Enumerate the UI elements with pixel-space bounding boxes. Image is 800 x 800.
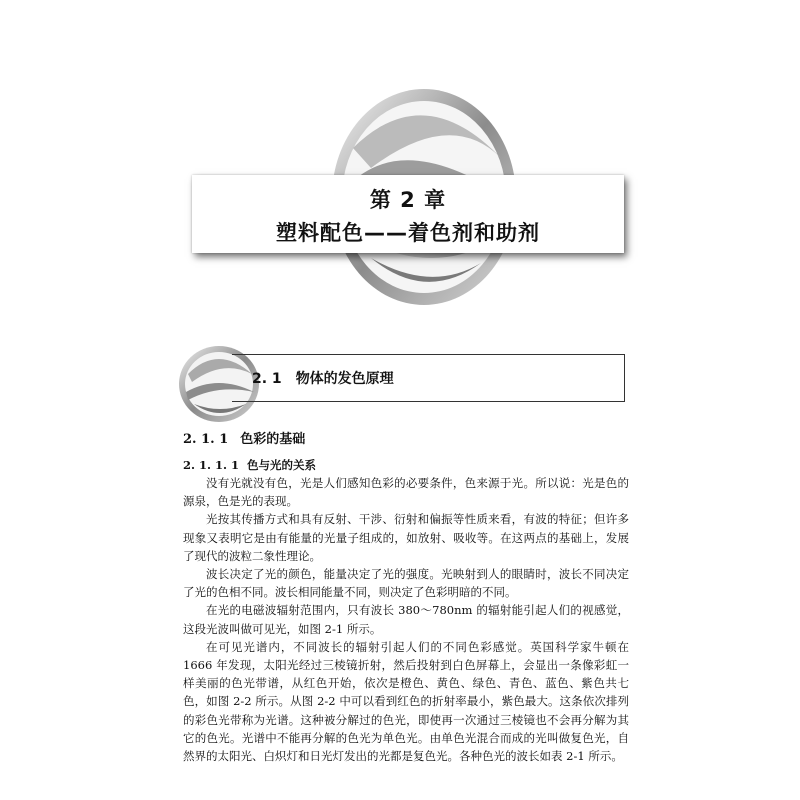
paragraph: 波长决定了光的颜色，能量决定了光的强度。光映射到人的眼睛时，波长不同决定了光的色相不同。波长相同能量不同，则决定了色彩明暗的不同。 xyxy=(183,567,629,600)
paragraph: 在光的电磁波辐射范围内，只有波长 380～780nm 的辐射能引起人们的视感觉，这段光波叫做可见光，如图 2-1 所示。 xyxy=(183,603,629,636)
section-title xyxy=(252,368,394,388)
chapter-title: 塑料配色——着色剂和助剂 xyxy=(276,221,540,245)
paragraph: 在可见光谱内，不同波长的辐射引起人们的不同色彩感觉。英国科学家牛顿在 1666 年发现，太阳光经过三棱镜折射，然后投射到白色屏幕上，会显出一条像彩虹一样美丽的色光带谱，从红色开始，依次是橙色、黄色、绿色、青色、蓝色、紫色共七色，如图 2-2 所示。从图 2-2 中可以看到红色的折射率最小，紫色最大。这条依次排列的彩色光带称为光谱。这种被分解过的色光，即使再一次通过三棱镜也不会再分解为其它的色光。光谱中不能再分解的色光为单色光。由单色光混合而成的光叫做复色光，自然界的太阳光、白炽灯和日光灯发出的光都是复色光。各种色光的波长如表 2-1 所示。 xyxy=(183,639,629,764)
paragraph: 没有光就没有色，光是人们感知色彩的必要条件，色来源于光。所以说：光是色的源泉，色是光的表现。 xyxy=(183,476,629,509)
subsection-title-text: 色彩的基础 xyxy=(240,432,306,447)
subsubsection-number: 2. 1. 1. 1 xyxy=(183,458,240,472)
body-text xyxy=(183,474,629,765)
section-number: 2. 1 xyxy=(252,371,282,387)
paragraph: 光按其传播方式和具有反射、干涉、衍射和偏振等性质来看，有波的特征；但许多现象又表明它是由有能量的光量子组成的，如放射、吸收等。在这两点的基础上，发展了现代的波粒二象性理论。 xyxy=(183,512,629,563)
subsection-number: 2. 1. 1 xyxy=(183,432,229,447)
subsection-title xyxy=(183,428,305,447)
chapter-number: 第 2 章 xyxy=(369,188,447,212)
chapter-banner xyxy=(192,175,624,253)
subsubsection-title-text: 色与光的关系 xyxy=(247,458,317,472)
section-title-text: 物体的发色原理 xyxy=(295,371,394,387)
subsubsection-title xyxy=(183,457,316,473)
